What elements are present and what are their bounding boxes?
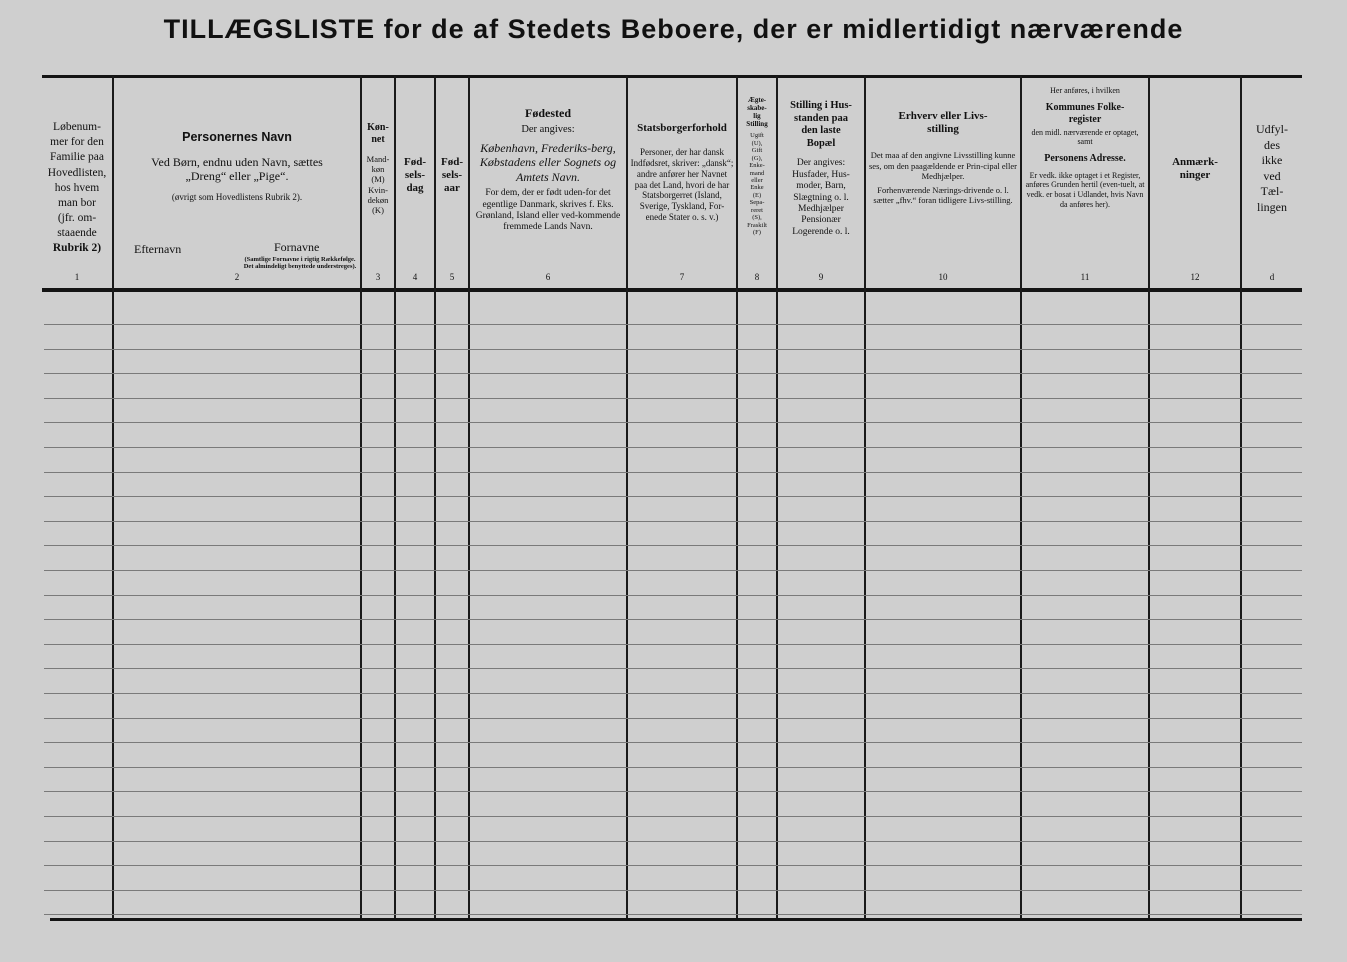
ruled-line	[44, 644, 1302, 645]
col3-heading: Køn- net	[367, 122, 389, 145]
col6-text: København, Frederiks-berg, Købstadens eller Sognets og Amtets Navn.	[479, 140, 617, 184]
header-col-2	[114, 80, 360, 280]
cold-line: ved	[1263, 168, 1281, 183]
ruled-line	[44, 816, 1302, 817]
ruled-line	[44, 890, 1302, 891]
col1-line: mer for den	[50, 136, 104, 149]
ruled-line	[44, 668, 1302, 669]
surname-label: Efternavn	[134, 242, 182, 256]
cold-line: Udfyl-	[1256, 122, 1288, 136]
col8-text: Ugift (U), Gift (G), Enke- mand eller Enke (E) Sepa- reret (S), Fraskilt (F)	[747, 132, 767, 237]
census-form-table	[42, 62, 1302, 932]
header-col-7	[628, 80, 736, 280]
col6-text: For dem, der er født uden-for det egentlige Danmark, skrives f. Eks. Grønland, Island eller ved-kommende fremmede Lands Navn.	[475, 188, 621, 233]
column-number: d	[1269, 272, 1275, 282]
header-col-4	[396, 80, 434, 280]
col1-line: man bor	[57, 196, 96, 209]
ruled-line	[44, 447, 1302, 448]
header-col-3	[362, 80, 394, 280]
col8-heading: Ægte- skabe- lig Stilling	[746, 96, 768, 129]
ruled-line	[44, 349, 1302, 350]
col1-line: Rubrik 2)	[52, 242, 102, 255]
col11-text: den midl. nærværende er optaget, samt	[1031, 127, 1139, 147]
ruled-line	[44, 595, 1302, 596]
column-number: 6	[545, 272, 551, 282]
form-title: TILLÆGSLISTE for de af Stedets Beboere, der er midlertidigt nærværende	[163, 14, 1184, 44]
col7-heading: Statsborgerforhold	[637, 122, 727, 134]
col12-heading: Anmærk- ninger	[1172, 156, 1218, 182]
column-number: 7	[679, 272, 685, 282]
firstnames-note: (Samtlige Fornavne i rigtig Rækkefølge. Det almindeligt benyttede understreges).	[243, 256, 357, 271]
col10-heading: Erhverv eller Livs- stilling	[898, 110, 988, 136]
ruled-line	[44, 545, 1302, 546]
col6-text: Der angives:	[521, 124, 575, 136]
ruled-line	[44, 841, 1302, 842]
header-col-5	[436, 80, 468, 280]
col1-line: Hovedlisten,	[47, 166, 107, 179]
column-number: 4	[412, 272, 418, 282]
header-col-10	[866, 80, 1020, 280]
col3-text: Mand- køn (M) Kvin- dekøn (K)	[366, 154, 390, 215]
cold-line: lingen	[1257, 199, 1287, 214]
col2-text: (øvrigt som Hovedlistens Rubrik 2).	[171, 191, 303, 202]
ruled-line	[44, 767, 1302, 768]
column-number: 5	[449, 272, 455, 282]
column-number: 11	[1080, 272, 1090, 282]
col7-text: Personer, der har dansk Indfødsret, skriver: „dansk“; andre anfører her Navnet paa det Land, hvori de har Statsborgerret (Island, Sverige, Tyskland, For-enede Stater o. s. v.)	[630, 147, 734, 222]
header-col-9	[778, 80, 864, 280]
ruled-line	[44, 324, 1302, 325]
header-col-8	[738, 80, 776, 280]
col1-line: (jfr. om-	[57, 212, 97, 225]
col2-text: Ved Børn, endnu uden Navn, sættes	[151, 155, 323, 169]
ruled-line	[44, 718, 1302, 719]
col9-text: Der angives: Husfader, Hus- moder, Barn, Slægtning o. l. Medhjælper Pensionær Logerende o. l.	[792, 158, 850, 237]
header-col-12	[1150, 80, 1240, 280]
col1-line: Familie paa	[50, 151, 104, 164]
header-col-11	[1022, 80, 1148, 280]
col1-line: staaende	[57, 227, 97, 240]
col11-heading2: Personens Adresse.	[1044, 152, 1126, 164]
firstnames-label: Fornavne	[274, 240, 320, 254]
col9-heading: Stilling i Hus- standen paa den laste Bopæl	[790, 100, 852, 149]
ruled-line	[44, 619, 1302, 620]
top-border	[42, 75, 1302, 78]
column-number: 2	[234, 272, 240, 282]
column-number: 3	[375, 272, 381, 282]
ruled-line	[44, 914, 1302, 915]
col1-line: hos hvem	[54, 181, 100, 194]
col11-text: Er vedk. ikke optaget i et Register, anføres Grunden hertil (even-tuelt, at vedk. er bosat i Udlandet, hvis Navn da anføres her).	[1025, 170, 1145, 209]
ruled-line	[44, 398, 1302, 399]
col2-heading: Personernes Navn	[182, 130, 292, 144]
ruled-line	[44, 521, 1302, 522]
ruled-line	[44, 791, 1302, 792]
col4-heading: Fød- sels- dag	[404, 156, 426, 195]
ruled-line	[44, 742, 1302, 743]
ruled-line	[44, 693, 1302, 694]
col11-text: Her anføres, i hvilken	[1050, 86, 1120, 95]
header-bottom-border	[42, 288, 1302, 292]
ruled-line	[44, 865, 1302, 866]
header-col-6	[470, 80, 626, 280]
col2-text: „Dreng“ eller „Pige“.	[185, 169, 289, 184]
ruled-line	[44, 472, 1302, 473]
cold-line: des	[1264, 137, 1280, 152]
bottom-border	[50, 918, 1302, 921]
ruled-line	[44, 422, 1302, 423]
column-number: 10	[938, 272, 948, 282]
cold-line: ikke	[1261, 153, 1283, 168]
header-col-1	[42, 80, 112, 280]
col11-heading: Kommunes Folke- register	[1045, 101, 1125, 125]
col6-heading: Fødested	[525, 106, 571, 120]
cold-line: Tæl-	[1260, 184, 1284, 199]
column-number: 1	[74, 272, 80, 282]
ruled-line	[44, 373, 1302, 374]
column-number: 8	[754, 272, 760, 282]
col5-heading: Fød- sels- aar	[441, 156, 463, 195]
col1-line: Løbenum-	[53, 121, 101, 133]
column-number: 9	[818, 272, 824, 282]
col10-text: Forhenværende Nærings-drivende o. l. sætter „fhv.“ foran tidligere Livs-stilling.	[873, 184, 1013, 206]
ruled-line	[44, 570, 1302, 571]
column-number: 12	[1190, 272, 1200, 282]
col10-text: Det maa af den angivne Livsstilling kunne ses, om den paagældende er Prin-cipal eller Medhjælper.	[869, 150, 1017, 181]
header-col-d	[1242, 80, 1302, 280]
ruled-line	[44, 496, 1302, 497]
